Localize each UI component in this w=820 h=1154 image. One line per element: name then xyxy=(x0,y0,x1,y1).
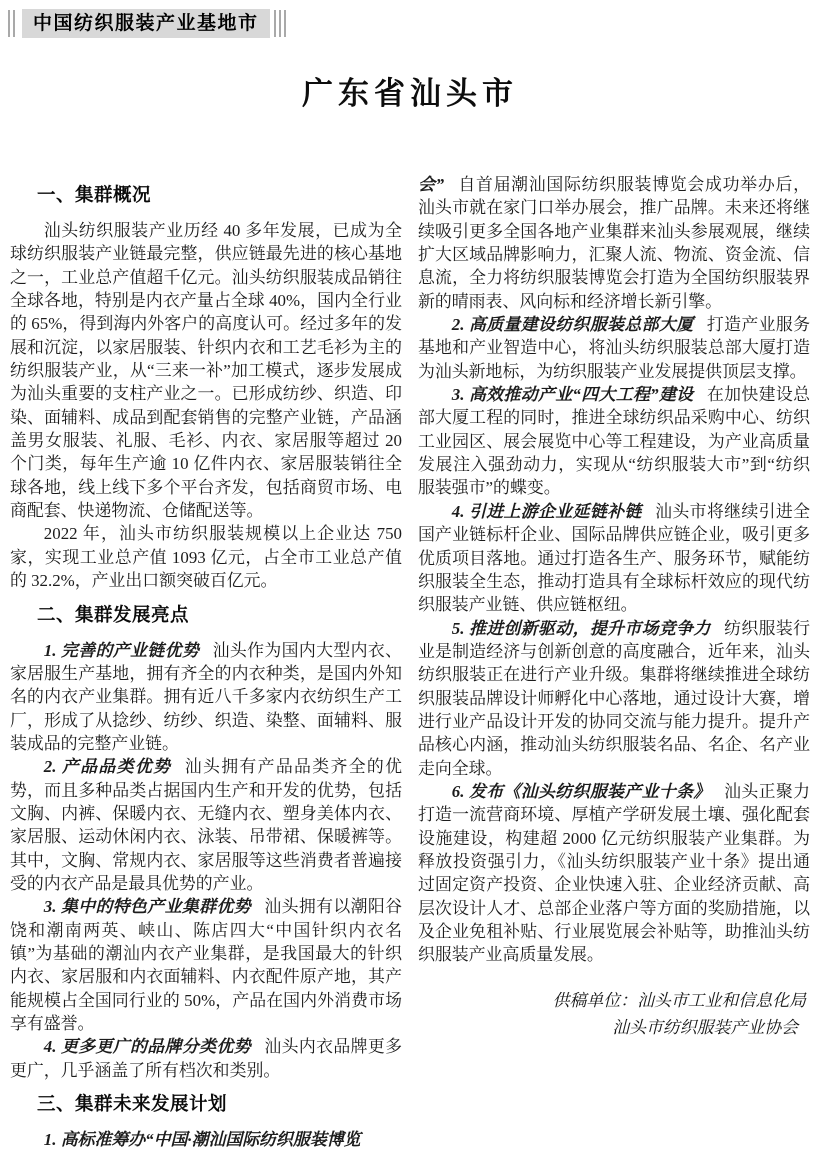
vertical-line xyxy=(8,10,10,37)
future-item-1-continued xyxy=(418,173,810,313)
item-body: 打造产业服务基地和产业智造中心，将汕头纺织服装总部大厦打造为汕头新地标，为纺织服装产业发展提供顶层支撑。 xyxy=(418,315,811,381)
highlight-item-4 xyxy=(10,1035,402,1082)
attribution xyxy=(418,987,810,1042)
vertical-line xyxy=(279,10,281,37)
item-lead: 2. 产品品类优势 xyxy=(43,757,172,777)
item-lead: 4. 引进上游企业延链补链 xyxy=(451,501,642,521)
item-body: 汕头市将继续引进全国产业链标杆企业、国际品牌供应链企业，吸引更多优质项目落地。通过打造各生产、服务环节，赋能纺织服装全生态，推动打造具有全球标杆效应的现代纺织服装产业链、供应链枢纽。 xyxy=(418,501,811,615)
highlight-item-2 xyxy=(10,755,402,895)
item-lead: 3. 集中的特色产业集群优势 xyxy=(43,897,251,917)
item-lead: 6. 发布《汕头纺织服装产业十条》 xyxy=(451,781,711,801)
item-lead: 1. 高标准筹办“中国·潮汕国际纺织服装博览 xyxy=(43,1130,361,1150)
attribution-line-1: 供稿单位：汕头市工业和信息化局 xyxy=(552,990,806,1010)
vertical-line xyxy=(13,10,15,37)
item-lead: 1. 完善的产业链优势 xyxy=(43,640,200,660)
item-lead: 5. 推进创新驱动，提升市场竞争力 xyxy=(451,618,711,638)
item-body: 汕头拥有产品品类齐全的优势，而且多种品类占据国内生产和开发的优势，包括文胸、内裤、保暖内衣、无缝内衣、塑身美体内衣、家居服、运动休闲内衣、泳装、吊带裙、保暖裤等。其中，文胸、常规内衣、家居服等这些消费者普遍接受的内衣产品是最具优势的产业。 xyxy=(10,757,403,893)
future-item-5 xyxy=(418,617,810,780)
item-body: 自首届潮汕国际纺织服装博览会成功举办后，汕头市就在家门口举办展会，推广品牌。未来还将继续吸引更多全国各地产业集群来汕头参展观展，继续扩大区域品牌影响力，汇聚人流、物流、资金流、信息流，全力将纺织服装博览会打造为全国纺织服装界新的晴雨表、风向标和经济增长新引擎。 xyxy=(418,175,811,311)
right-column xyxy=(418,173,810,1042)
item-body: 汕头正聚力打造一流营商环境、厚植产学研发展土壤、强化配套设施建设，构建超 2000 亿元纺织服装产业集群。为释放投资强引力，《汕头纺织服装产业十条》提出通过固定资产投资、企业快速入驻、企业经济贡献、高层次设计人才、总部企业落户等方面的奖励措施，以及企业免租补贴、行业展览展会补贴等，助推汕头纺织服装产业高质量发展。 xyxy=(418,781,811,965)
attribution-line-2: 汕头市纺织服装产业协会 xyxy=(612,1018,798,1038)
item-lead: 会” xyxy=(418,175,445,194)
item-lead: 3. 高效推动产业“四大工程”建设 xyxy=(451,385,694,405)
vertical-line xyxy=(274,10,276,37)
future-item-2 xyxy=(418,313,810,383)
page-title: 广东省汕头市 xyxy=(302,76,518,111)
item-body: 汕头内衣品牌更多更广，几乎涵盖了所有档次和类别。 xyxy=(10,1037,403,1080)
overview-paragraph-1: 汕头纺织服装产业历经 40 多年发展，已成为全球纺织服装产业链最完整，供应链最先进的核心基地之一，工业总产值超千亿元。汕头纺织服装成品销往全球各地，特别是内衣产量占全球 40%，国内全行业的 65%，得到海内外客户的高度认可。经过多年的发展和沉淀，以家居服装、针织内衣和工艺毛衫为主的纺织服装产业，从“三来一补”加工模式，逐步发展成为汕头重要的支柱产业之一。已形成纺纱、织造、印染、面辅料、成品到配套销售的完整产业链，产品涵盖男女服装、礼服、毛衫、内衣、家居服等超过 20 个门类，每年生产逾 10 亿件内衣、家居服装销往全球各地，线上线下多个平台齐发，包括商贸市场、电商配套、快递物流、仓储配送等。 xyxy=(10,221,402,521)
left-column xyxy=(10,178,402,1151)
highlight-item-3 xyxy=(10,895,402,1035)
future-item-4 xyxy=(418,500,810,617)
overview-paragraph-2: 2022 年，汕头市纺织服装规模以上企业达 750 家，实现工业总产值 1093 亿元，占全市工业总产值的 32.2%，产业出口额突破百亿元。 xyxy=(10,524,402,591)
item-body: 汕头拥有以潮阳谷饶和潮南两英、峡山、陈店四大“中国针织内衣名镇”为基础的潮汕内衣产业集群，是我国最大的针织内衣、家居服和内衣面辅料、内衣配件原产地，其产能规模占全国同行业的 50%，产品在国内外消费市场享有盛誉。 xyxy=(10,897,403,1033)
section-heading-highlights: 二、集群发展亮点 xyxy=(37,603,190,625)
item-body: 纺织服装行业是制造经济与创新创意的高度融合，近年来，汕头纺织服装正在进行产业升级。集群将继续推进全球纺织服装品牌设计师孵化中心落地，通过设计大赛，增进行业产品设计开发的协同交流与能力提升。提升产品核心内涵，推动汕头纺织服装名品、名企、名产业走向全球。 xyxy=(418,618,811,778)
item-body: 在加快建设总部大厦工程的同时，推进全球纺织品采购中心、纺织工业园区、展会展览中心等工程建设，为产业高质量发展注入强劲动力，实现从“纺织服装大市”到“纺织服装强市”的蝶变。 xyxy=(418,385,810,498)
banner-left-divider-lines xyxy=(8,10,18,37)
future-item-6 xyxy=(418,780,810,967)
banner-right-divider-lines xyxy=(274,10,289,37)
item-lead: 2. 高质量建设纺织服装总部大厦 xyxy=(451,315,694,335)
item-lead: 4. 更多更广的品牌分类优势 xyxy=(43,1037,251,1057)
future-item-1-start xyxy=(10,1128,402,1151)
vertical-line xyxy=(284,10,286,37)
banner-label: 中国纺织服装产业基地市 xyxy=(22,9,270,38)
item-body: 汕头作为国内大型内衣、家居服生产基地，拥有齐全的内衣种类，是国内外知名的内衣产业集群。拥有近八千多家内衣纺织生产工厂，形成了从捻纱、纺纱、织造、染整、面辅料、服装成品的完整产业链。 xyxy=(10,640,403,753)
highlight-item-1 xyxy=(10,639,402,756)
banner xyxy=(8,9,289,38)
section-heading-future-plans: 三、集群未来发展计划 xyxy=(37,1093,228,1115)
section-heading-overview: 一、集群概况 xyxy=(37,184,152,205)
future-item-3 xyxy=(418,383,810,500)
